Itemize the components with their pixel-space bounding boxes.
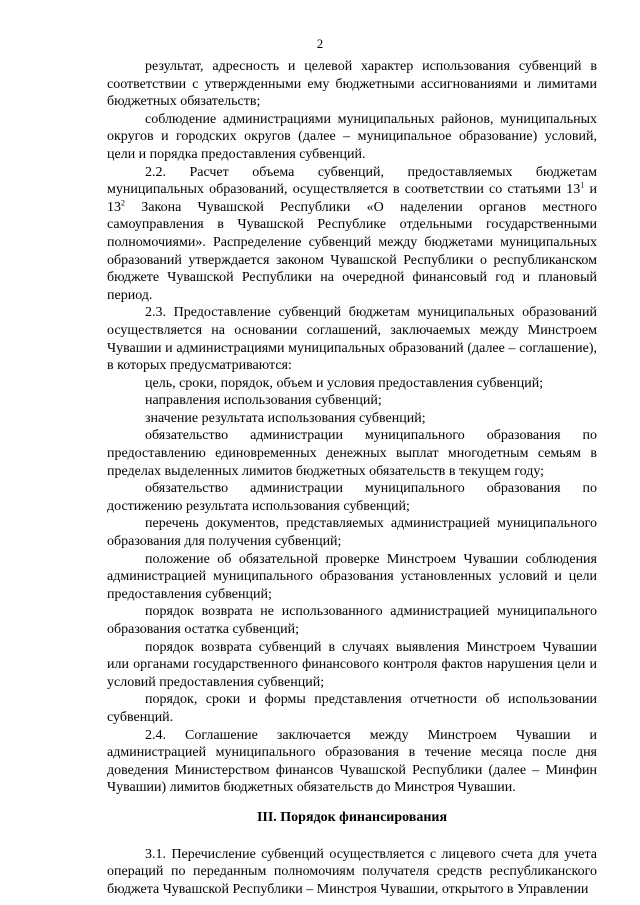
list-item-return-violation: порядок возврата субвенций в случаях выявления Минстроем Чувашии или органами государственного финансового контроля фактов нарушения цели и условий предоставления субвенций; [107, 639, 597, 690]
page-number: 2 [316, 36, 324, 51]
list-item-return-remainder: порядок возврата не использованного администрацией муниципального образования остатка субвенций; [107, 604, 597, 637]
list-item-directions: направления использования субвенций; [145, 393, 382, 409]
list-item-reporting: порядок, сроки и формы представления отчетности об использовании субвенций. [107, 692, 597, 725]
paragraph-2-2-text-2: и 13 [107, 182, 597, 215]
section-heading: III. Порядок финансирования [256, 809, 448, 825]
paragraph-compliance: соблюдение администрациями муниципальных районов, муниципальных округов и городских округов (далее – муниципальное образование) условий, цели и порядка предоставления субвенций. [107, 111, 597, 162]
paragraph-2-2 [107, 164, 597, 305]
list-item-inspection: положение об обязательной проверке Минстроем Чувашии соблюдения администрацией муниципального образования установленных условий и цели предоставления субвенций; [107, 551, 597, 602]
list-item-purpose: цель, сроки, порядок, объем и условия предоставления субвенций; [145, 375, 544, 391]
paragraph-2-2-text-1: 2.2. Расчет объема субвенций, предоставляемых бюджетам муниципальных образований, осуществляется в соответствии со статьями 13 [107, 164, 597, 198]
paragraph-3-1: 3.1. Перечисление субвенций осуществляется с лицевого счета для учета операций по переданным полномочиям получателя средств республиканского бюджета Чувашской Республики – Минстроя Чувашии, открытого в Управлении [107, 846, 597, 897]
paragraph-result-targeting: результат, адресность и целевой характер использования субвенций в соответствии с утвержденными ему бюджетными ассигнованиями и лимитами бюджетных обязательств; [107, 59, 597, 110]
superscript-2: 2 [121, 198, 125, 208]
paragraph-2-2-text-3: Закона Чувашской Республики «О наделении органов местного самоуправления в Чувашской Республике отдельными государственными полномочиями». Распределение субвенций между бюджетами муниципальных образований утверждается законом Чувашской Республики о республиканском бюджете Чувашской Республики на очередной финансовый год и плановый период. [107, 199, 597, 303]
paragraph-2-3: 2.3. Предоставление субвенций бюджетам муниципальных образований осуществляется на основании соглашений, заключаемых между Минстроем Чувашии и администрациями муниципальных образований (далее – соглашение), в которых предусматриваются: [107, 305, 597, 374]
list-item-obligation-payments: обязательство администрации муниципального образования по предоставлению единовременных денежных выплат многодетным семьям в пределах выделенных лимитов бюджетных обязательств в текущем году; [107, 428, 597, 479]
list-item-result-value: значение результата использования субвенций; [145, 410, 426, 426]
paragraph-2-4: 2.4. Соглашение заключается между Минстроем Чувашии и администрацией муниципального образования в течение месяца после дня доведения Министерством финансов Чувашской Республики (далее – Минфин Чувашии) лимитов бюджетных обязательств до Минстроя Чувашии. [107, 727, 597, 796]
superscript-1: 1 [580, 180, 585, 190]
list-item-documents: перечень документов, представляемых администрацией муниципального образования для получения субвенций; [107, 516, 597, 550]
list-item-obligation-result: обязательство администрации муниципального образования по достижению результата использования субвенций; [107, 481, 597, 514]
document-body [107, 58, 597, 898]
